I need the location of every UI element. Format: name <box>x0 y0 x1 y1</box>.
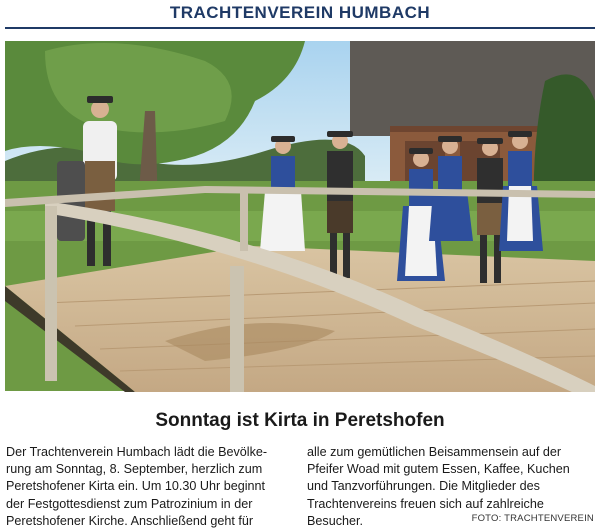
body-line: Der Trachtenverein Humbach lädt die Bevölke- <box>6 445 268 459</box>
body-line: rung am Sonntag, 8. September, herzlich zum <box>6 462 263 477</box>
body-line: Trachtenvereins freuen sich auf zahlreiche <box>307 496 544 511</box>
body-line: Peretshofener Kirche. Anschließend geht für <box>6 513 254 528</box>
body-line: und Tanzvorführungen. Die Mitglieder des <box>307 479 540 494</box>
article-body-left <box>6 444 291 530</box>
body-line: Peretshofener Kirta ein. Um 10.30 Uhr beginnt <box>6 479 266 494</box>
body-line: der Festgottesdienst zum Patrozinium in der <box>6 496 253 511</box>
body-line: Pfeifer Woad mit gutem Essen, Kaffee, Kuchen <box>307 462 570 477</box>
article-headline: Sonntag ist Kirta in Peretshofen <box>155 410 445 431</box>
photo-credit: FOTO: TRACHTENVEREIN <box>471 513 594 524</box>
article-photo <box>5 41 595 392</box>
body-line: alle zum gemütlichen Beisammensein auf der <box>307 445 562 459</box>
section-header <box>0 0 600 30</box>
body-line: Besucher. <box>307 513 364 528</box>
section-rule <box>5 27 595 29</box>
section-title: TRACHTENVEREIN HUMBACH <box>169 3 431 22</box>
